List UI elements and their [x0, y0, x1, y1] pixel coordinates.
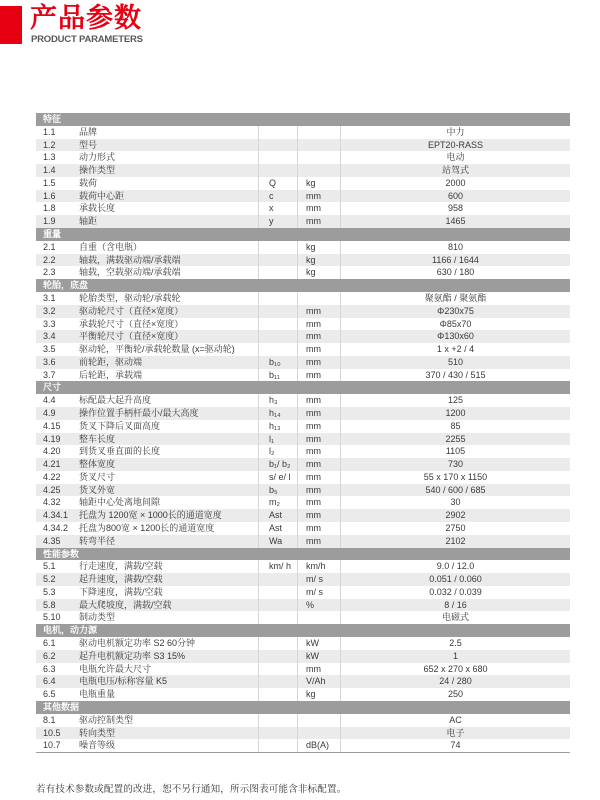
- cell-index: 3.1: [43, 292, 56, 303]
- cell-label: 货叉下降后叉面高度: [79, 420, 161, 431]
- cell-label: 轴距中心处离地间隙: [79, 497, 161, 508]
- section-header: 其他数据: [36, 701, 570, 714]
- cell-index: 10.5: [43, 727, 61, 738]
- cell-symbol: l₁: [258, 433, 297, 446]
- cell-value: 1 x +2 / 4: [340, 343, 570, 356]
- table-row: [36, 739, 570, 752]
- cell-symbol: h₃: [258, 394, 297, 407]
- cell-unit: mm: [297, 190, 340, 203]
- cell-index: 1.5: [43, 177, 56, 188]
- cell-symbol: Ast: [258, 509, 297, 522]
- cell-unit: mm: [297, 305, 340, 318]
- cell-value: 1105: [340, 445, 570, 458]
- table-row: [36, 369, 570, 382]
- cell-index: 5.10: [43, 612, 61, 623]
- cell-value: 0.032 / 0.039: [340, 586, 570, 599]
- cell-value: 55 x 170 x 1150: [340, 471, 570, 484]
- cell-index: 8.1: [43, 714, 56, 725]
- cell-symbol: h₁₃: [258, 420, 297, 433]
- cell-symbol: b₁₀: [258, 356, 297, 369]
- cell-label: 操作位置手柄杆最小/最大高度: [79, 407, 199, 418]
- cell-value: 0.051 / 0.060: [340, 573, 570, 586]
- cell-value: 125: [340, 394, 570, 407]
- cell-label: 载荷中心距: [79, 190, 125, 201]
- cell-value: 2255: [340, 433, 570, 446]
- cell-unit: [297, 164, 340, 177]
- cell-value: 2902: [340, 509, 570, 522]
- cell-label: 后轮距，承载端: [79, 369, 143, 380]
- table-row: [36, 407, 570, 420]
- cell-index: 5.1: [43, 561, 56, 572]
- cell-index: 2.3: [43, 267, 56, 278]
- cell-symbol: [258, 126, 297, 139]
- table-row: [36, 573, 570, 586]
- cell-unit: kW: [297, 637, 340, 650]
- cell-label: 型号: [79, 139, 98, 150]
- cell-value: 600: [340, 190, 570, 203]
- cell-symbol: [258, 573, 297, 586]
- cell-index: 5.2: [43, 574, 56, 585]
- cell-unit: mm: [297, 663, 340, 676]
- cell-unit: mm: [297, 509, 340, 522]
- cell-symbol: m₂: [258, 496, 297, 509]
- cell-value: 510: [340, 356, 570, 369]
- cell-label: 下降速度，满载/空载: [79, 586, 163, 597]
- cell-unit: %: [297, 599, 340, 612]
- cell-label: 平衡轮尺寸（直径×宽度）: [79, 331, 184, 342]
- table-row: [36, 727, 570, 740]
- cell-value: 2102: [340, 535, 570, 548]
- cell-index: 1.8: [43, 203, 56, 214]
- cell-symbol: [258, 305, 297, 318]
- cell-unit: [297, 126, 340, 139]
- cell-unit: dB(A): [297, 739, 340, 752]
- cell-unit: m/ s: [297, 586, 340, 599]
- table-row: [36, 471, 570, 484]
- cell-value: 730: [340, 458, 570, 471]
- cell-label: 电瓶电压/标称容量 K5: [79, 676, 168, 687]
- footer-note: 若有技术参数或配置的改进，恕不另行通知，所示图表可能含非标配置。: [36, 784, 347, 795]
- cell-value: 630 / 180: [340, 266, 570, 279]
- table-row: [36, 305, 570, 318]
- cell-value: Φ230x75: [340, 305, 570, 318]
- cell-unit: kg: [297, 254, 340, 267]
- table-row: [36, 445, 570, 458]
- cell-label: 载荷: [79, 177, 98, 188]
- cell-index: 3.3: [43, 318, 56, 329]
- cell-symbol: Wa: [258, 535, 297, 548]
- cell-label: 操作类型: [79, 165, 116, 176]
- cell-label: 品牌: [79, 126, 98, 137]
- cell-symbol: [258, 714, 297, 727]
- page-title: 产品参数: [30, 3, 142, 33]
- cell-unit: mm: [297, 343, 340, 356]
- cell-index: 3.4: [43, 331, 56, 342]
- cell-value: 1200: [340, 407, 570, 420]
- cell-index: 3.7: [43, 369, 56, 380]
- cell-symbol: l₂: [258, 445, 297, 458]
- cell-index: 5.3: [43, 586, 56, 597]
- cell-index: 4.34.2: [43, 523, 69, 533]
- cell-index: 4.9: [43, 407, 56, 418]
- cell-symbol: [258, 343, 297, 356]
- cell-label: 轮胎类型，驱动轮/承载轮: [79, 292, 181, 303]
- cell-unit: m/ s: [297, 573, 340, 586]
- cell-value: 74: [340, 739, 570, 752]
- cell-unit: kg: [297, 177, 340, 190]
- cell-symbol: c: [258, 190, 297, 203]
- cell-label: 标配最大起升高度: [79, 395, 152, 406]
- cell-symbol: [258, 330, 297, 343]
- cell-index: 4.19: [43, 433, 61, 444]
- table-row: [36, 151, 570, 164]
- cell-unit: mm: [297, 445, 340, 458]
- cell-symbol: y: [258, 215, 297, 228]
- cell-value: AC: [340, 714, 570, 727]
- cell-label: 整体宽度: [79, 459, 116, 470]
- cell-symbol: s/ e/ l: [258, 471, 297, 484]
- cell-unit: [297, 714, 340, 727]
- cell-symbol: h₁₄: [258, 407, 297, 420]
- table-row: [36, 266, 570, 279]
- cell-symbol: [258, 139, 297, 152]
- cell-symbol: [258, 266, 297, 279]
- cell-unit: mm: [297, 369, 340, 382]
- cell-value: 958: [340, 202, 570, 215]
- cell-value: 电动: [340, 151, 570, 164]
- cell-index: 6.1: [43, 638, 56, 649]
- cell-symbol: Q: [258, 177, 297, 190]
- cell-unit: kg: [297, 688, 340, 701]
- cell-unit: mm: [297, 330, 340, 343]
- cell-symbol: [258, 599, 297, 612]
- cell-label: 托盘为 1200宽 × 1000长的通道宽度: [79, 510, 222, 521]
- cell-unit: mm: [297, 433, 340, 446]
- cell-unit: [297, 292, 340, 305]
- cell-unit: [297, 611, 340, 624]
- cell-index: 1.2: [43, 139, 56, 150]
- cell-symbol: [258, 675, 297, 688]
- cell-value: 810: [340, 241, 570, 254]
- table-row: [36, 484, 570, 497]
- table-row: [36, 330, 570, 343]
- cell-unit: mm: [297, 535, 340, 548]
- table-row: [36, 535, 570, 548]
- cell-unit: mm: [297, 496, 340, 509]
- cell-symbol: [258, 637, 297, 650]
- cell-unit: mm: [297, 484, 340, 497]
- cell-unit: kg: [297, 266, 340, 279]
- cell-symbol: b₁/ b₂: [258, 458, 297, 471]
- cell-label: 驱动电机额定功率 S2 60分钟: [79, 638, 196, 649]
- cell-label: 噪音等级: [79, 740, 116, 751]
- cell-label: 转向类型: [79, 727, 116, 738]
- cell-unit: kW: [297, 650, 340, 663]
- table-row: [36, 215, 570, 228]
- cell-value: 站驾式: [340, 164, 570, 177]
- cell-value: 聚氨酯 / 聚氨酯: [340, 292, 570, 305]
- cell-index: 1.1: [43, 126, 56, 137]
- cell-unit: V/Ah: [297, 675, 340, 688]
- cell-index: 3.2: [43, 305, 56, 316]
- section-header: 重量: [36, 228, 570, 241]
- cell-label: 驱动轮，平衡轮/承载轮数量 (x=驱动轮): [79, 344, 235, 355]
- cell-unit: [297, 727, 340, 740]
- cell-value: 652 x 270 x 680: [340, 663, 570, 676]
- cell-index: 2.2: [43, 254, 56, 265]
- cell-unit: mm: [297, 318, 340, 331]
- cell-index: 4.21: [43, 459, 61, 470]
- table-row: [36, 318, 570, 331]
- table-row: [36, 663, 570, 676]
- table-row: [36, 292, 570, 305]
- cell-unit: km/h: [297, 560, 340, 573]
- cell-label: 起升电机额定功率 S3 15%: [79, 650, 186, 661]
- table-row: [36, 599, 570, 612]
- cell-symbol: x: [258, 202, 297, 215]
- cell-value: 24 / 280: [340, 675, 570, 688]
- cell-label: 行走速度，满载/空载: [79, 561, 163, 572]
- cell-symbol: [258, 739, 297, 752]
- cell-symbol: b₁₁: [258, 369, 297, 382]
- table-row: [36, 560, 570, 573]
- cell-unit: [297, 139, 340, 152]
- cell-unit: mm: [297, 202, 340, 215]
- cell-label: 最大爬坡度，满载/空载: [79, 599, 172, 610]
- cell-label: 制动类型: [79, 612, 116, 623]
- cell-symbol: km/ h: [258, 560, 297, 573]
- cell-label: 转弯半径: [79, 535, 116, 546]
- cell-symbol: b₅: [258, 484, 297, 497]
- cell-label: 电瓶允许最大尺寸: [79, 663, 152, 674]
- table-row: [36, 164, 570, 177]
- cell-label: 前轮距，驱动端: [79, 356, 143, 367]
- section-header: 性能参数: [36, 548, 570, 561]
- cell-index: 6.2: [43, 650, 56, 661]
- cell-index: 5.8: [43, 599, 56, 610]
- cell-symbol: [258, 727, 297, 740]
- cell-unit: mm: [297, 394, 340, 407]
- cell-value: 1166 / 1644: [340, 254, 570, 267]
- cell-index: 2.1: [43, 241, 56, 252]
- cell-index: 4.15: [43, 420, 61, 431]
- cell-symbol: [258, 688, 297, 701]
- cell-symbol: [258, 241, 297, 254]
- cell-value: 1465: [340, 215, 570, 228]
- red-accent-block: [0, 6, 22, 44]
- cell-index: 3.6: [43, 356, 56, 367]
- cell-value: 1: [340, 650, 570, 663]
- table-row: [36, 637, 570, 650]
- cell-value: 540 / 600 / 685: [340, 484, 570, 497]
- table-row: [36, 433, 570, 446]
- cell-unit: mm: [297, 522, 340, 535]
- cell-value: 电子: [340, 727, 570, 740]
- cell-value: 30: [340, 496, 570, 509]
- cell-value: 8 / 16: [340, 599, 570, 612]
- cell-label: 货叉外宽: [79, 484, 116, 495]
- cell-index: 1.9: [43, 216, 56, 227]
- cell-label: 电瓶重量: [79, 689, 116, 700]
- cell-index: 1.6: [43, 190, 56, 201]
- table-row: [36, 343, 570, 356]
- section-header: 特征: [36, 113, 570, 126]
- cell-index: 3.5: [43, 344, 56, 355]
- cell-index: 4.32: [43, 497, 61, 508]
- cell-index: 4.25: [43, 484, 61, 495]
- table-row: [36, 254, 570, 267]
- section-header: 轮胎，底盘: [36, 279, 570, 292]
- cell-label: 起升速度，满载/空载: [79, 574, 163, 585]
- cell-index: 4.4: [43, 395, 56, 406]
- cell-value: Φ130x60: [340, 330, 570, 343]
- cell-index: 10.7: [43, 740, 61, 751]
- parameters-table: [36, 113, 570, 753]
- cell-value: 2000: [340, 177, 570, 190]
- table-row: [36, 126, 570, 139]
- table-row: [36, 139, 570, 152]
- cell-label: 动力形式: [79, 152, 116, 163]
- cell-unit: mm: [297, 471, 340, 484]
- table-row: [36, 177, 570, 190]
- cell-value: 2750: [340, 522, 570, 535]
- cell-value: Φ85x70: [340, 318, 570, 331]
- table-row: [36, 356, 570, 369]
- table-row: [36, 522, 570, 535]
- table-row: [36, 586, 570, 599]
- cell-symbol: [258, 650, 297, 663]
- section-header: 电机，动力源: [36, 624, 570, 637]
- table-row: [36, 202, 570, 215]
- table-row: [36, 650, 570, 663]
- cell-index: 4.34.1: [43, 510, 69, 521]
- cell-value: 370 / 430 / 515: [340, 369, 570, 382]
- table-row: [36, 241, 570, 254]
- table-row: [36, 611, 570, 624]
- cell-label: 自重（含电瓶）: [79, 241, 143, 252]
- cell-label: 轴载，满载驱动端/承载端: [79, 254, 181, 265]
- cell-index: 6.3: [43, 663, 56, 674]
- cell-label: 轴载，空载驱动端/承载端: [79, 267, 181, 278]
- cell-unit: mm: [297, 458, 340, 471]
- table-row: [36, 688, 570, 701]
- cell-index: 4.20: [43, 446, 61, 457]
- cell-unit: mm: [297, 215, 340, 228]
- cell-label: 轴距: [79, 216, 98, 227]
- section-header: 尺寸: [36, 381, 570, 394]
- cell-unit: mm: [297, 356, 340, 369]
- table-row: [36, 420, 570, 433]
- cell-label: 驱动控制类型: [79, 714, 134, 725]
- cell-value: 中力: [340, 126, 570, 139]
- cell-value: 电磁式: [340, 611, 570, 624]
- cell-symbol: [258, 586, 297, 599]
- table-row: [36, 190, 570, 203]
- table-row: [36, 509, 570, 522]
- cell-unit: kg: [297, 241, 340, 254]
- cell-index: 6.4: [43, 676, 56, 687]
- table-row: [36, 714, 570, 727]
- cell-symbol: [258, 164, 297, 177]
- table-row: [36, 675, 570, 688]
- cell-index: 1.3: [43, 152, 56, 163]
- cell-label: 托盘为800宽 × 1200长的通道宽度: [79, 523, 215, 533]
- cell-index: 4.35: [43, 535, 61, 546]
- cell-symbol: [258, 663, 297, 676]
- cell-symbol: [258, 318, 297, 331]
- cell-unit: mm: [297, 407, 340, 420]
- cell-unit: [297, 151, 340, 164]
- page-subtitle: PRODUCT PARAMETERS: [31, 34, 143, 45]
- cell-value: 9.0 / 12.0: [340, 560, 570, 573]
- cell-label: 承载长度: [79, 203, 116, 214]
- cell-label: 到货叉垂直面的长度: [79, 446, 161, 457]
- cell-symbol: [258, 611, 297, 624]
- table-row: [36, 394, 570, 407]
- cell-index: 1.4: [43, 165, 56, 176]
- cell-symbol: [258, 151, 297, 164]
- cell-unit: mm: [297, 420, 340, 433]
- table-row: [36, 496, 570, 509]
- table-row: [36, 458, 570, 471]
- cell-index: 4.22: [43, 471, 61, 482]
- cell-value: 250: [340, 688, 570, 701]
- cell-value: 85: [340, 420, 570, 433]
- cell-symbol: [258, 292, 297, 305]
- cell-symbol: [258, 254, 297, 267]
- cell-label: 承载轮尺寸（直径×宽度）: [79, 318, 184, 329]
- cell-label: 整车长度: [79, 433, 116, 444]
- cell-label: 驱动轮尺寸（直径×宽度）: [79, 305, 184, 316]
- cell-value: 2.5: [340, 637, 570, 650]
- cell-symbol: Ast: [258, 522, 297, 535]
- cell-index: 6.5: [43, 689, 56, 700]
- cell-value: EPT20-RASS: [340, 139, 570, 152]
- cell-label: 货叉尺寸: [79, 471, 116, 482]
